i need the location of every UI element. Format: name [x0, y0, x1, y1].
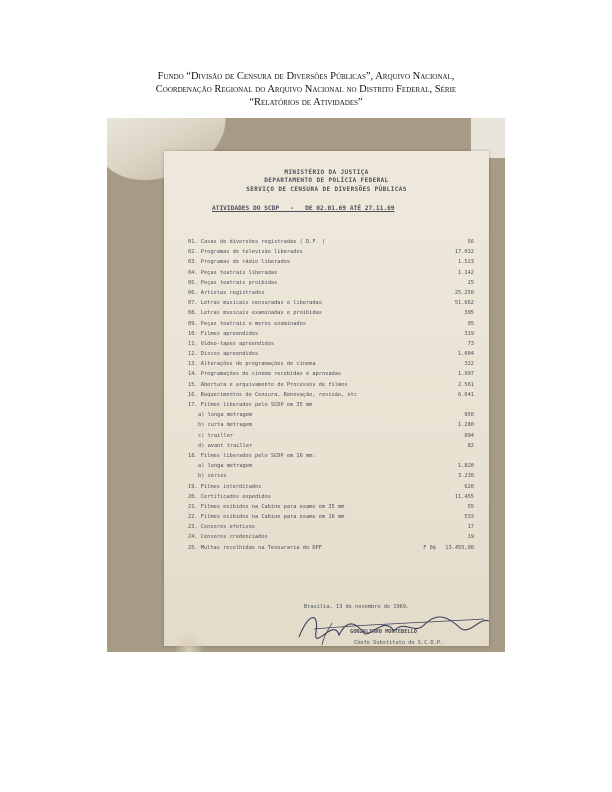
item-value: 319 [464, 330, 474, 337]
item-currency: F 0$ [423, 544, 436, 551]
item-label: 19. Filmes interditados [188, 483, 262, 490]
list-item [188, 494, 474, 504]
item-label: 14. Programações de cinema recebidas e aprovadas [188, 371, 342, 378]
list-item [188, 545, 474, 555]
item-value: 1.997 [458, 371, 474, 378]
signer-name: GONZALINHO MONTEBELLO [350, 629, 417, 635]
subitem-label: b) séries [198, 473, 227, 480]
caption-line-1: Fundo “Divisão de Censura de Diversões Públicas”, Arquivo Nacional, [157, 71, 455, 82]
subitem-value: 82 [467, 442, 474, 449]
list-item [188, 290, 474, 300]
subitem-value: 1.820 [458, 463, 474, 470]
list-item [188, 514, 474, 524]
list-item [188, 259, 474, 269]
item-value: 13.455,00 [445, 544, 474, 551]
item-value: 17 [467, 524, 474, 531]
list-item [188, 402, 474, 412]
service-header: SERVIÇO DE CENSURA DE DIVERSÕES PÚBLICAS [246, 186, 407, 193]
item-value: 1.004 [458, 351, 474, 358]
item-label: 21. Filmes exibidos na Cabine para exame em 35 mm [188, 503, 345, 510]
list-item [188, 321, 474, 331]
list-item [188, 280, 474, 290]
list-item [188, 249, 474, 259]
signer-role: Chefe Substituto do S.C.D.P. [354, 640, 444, 646]
list-item [188, 300, 474, 310]
item-label: 03. Programas de rádio liberados [188, 259, 291, 266]
item-value: 17.032 [454, 249, 474, 256]
caption-line-3: “Relatórios de Atividades” [249, 97, 363, 108]
item-label: 20. Certificados expedidos [188, 493, 271, 500]
list-item [188, 453, 474, 463]
item-label: 25. Multas recolhidas na Tesouraria do DPF [188, 544, 322, 551]
subitem-label: d) avant trailler [198, 442, 253, 449]
list-item [188, 504, 474, 514]
item-label: 09. Peças teatrais e meros examinados [188, 320, 306, 327]
report-period: ATIVIDADES DO SCDP - DE 02.01.69 ATÉ 27.11.69 [212, 205, 395, 212]
item-label: 07. Letras musicais censuradas e liberadas [188, 300, 322, 307]
item-label: 24. Censores credenciados [188, 534, 268, 541]
list-subitem [188, 443, 474, 453]
item-label: 06. Artistas registrados [188, 289, 265, 296]
list-item [188, 239, 474, 249]
place-and-date: Brasília, 13 de novembro de 1969. [304, 604, 410, 610]
caption-line-2: Coordenação Regional do Arquivo Nacional no Distrito Federal, Série [155, 84, 457, 95]
list-subitem [188, 412, 474, 422]
subitem-label: c) trailler [198, 432, 234, 439]
item-value: 1.142 [458, 269, 474, 276]
list-item [188, 524, 474, 534]
item-label: 15. Abertura e arquivamento de Processos de filmes [188, 381, 348, 388]
item-label: 16. Requerimentos de Censura, Renovação, revisão, etc [188, 391, 358, 398]
item-value: 322 [464, 361, 474, 368]
item-label: 05. Peças teatrais proibidas [188, 279, 278, 286]
item-value: 11.455 [454, 493, 474, 500]
list-item [188, 382, 474, 392]
item-value: 19 [467, 534, 474, 541]
list-item [188, 331, 474, 341]
item-label: 13. Alterações de programações de cinema [188, 361, 316, 368]
item-value: 25 [467, 279, 474, 286]
activity-list [188, 239, 474, 555]
typed-report-sheet [164, 151, 489, 646]
subitem-value: 3.230 [458, 473, 474, 480]
item-value: 51.662 [454, 300, 474, 307]
list-item [188, 361, 474, 371]
list-item [188, 534, 474, 544]
list-item [188, 392, 474, 402]
item-label: 18. Filmes liberados pelo SCDP em 16 mm: [188, 452, 316, 459]
item-label: 12. Discos apreendidos [188, 351, 259, 358]
item-value: 395 [464, 310, 474, 317]
item-label: 11. Vídeo-tapes apreendidos [188, 340, 275, 347]
list-subitem [188, 422, 474, 432]
list-item [188, 351, 474, 361]
list-item [188, 484, 474, 494]
item-value: 55 [467, 503, 474, 510]
item-value: 620 [464, 483, 474, 490]
ministry-header: MINISTÉRIO DA JUSTIÇA [284, 169, 369, 176]
item-value: 2.561 [458, 381, 474, 388]
item-label: 22. Filmes exibidos na Cabine para exame em 16 mm [188, 514, 345, 521]
subitem-value: 894 [464, 432, 474, 439]
subitem-label: b) curta metragem [198, 422, 253, 429]
list-subitem [188, 463, 474, 473]
subitem-label: a) longa metragem [198, 412, 253, 419]
list-item [188, 310, 474, 320]
item-value: 56 [467, 239, 474, 245]
item-value: 25.250 [454, 289, 474, 296]
item-value: 95 [467, 320, 474, 327]
document-photo [107, 118, 505, 652]
list-subitem [188, 433, 474, 443]
item-value: 1.523 [458, 259, 474, 266]
item-label: 02. Programas de televisão liberados [188, 249, 303, 256]
item-label: 23. Censores efetivos [188, 524, 255, 531]
list-item [188, 341, 474, 351]
item-value: 6.641 [458, 391, 474, 398]
item-label: 04. Peças teatrais liberadas [188, 269, 278, 276]
item-value: 73 [467, 340, 474, 347]
list-item [188, 371, 474, 381]
item-label: 17. Filmes liberados pelo SCDP em 35 mm [188, 402, 313, 408]
list-subitem [188, 473, 474, 483]
item-label: 10. Filmes apreendidos [188, 330, 259, 337]
paper-stain [174, 631, 204, 652]
subitem-value: 950 [464, 412, 474, 419]
item-value: 533 [464, 514, 474, 521]
item-label: 08. Letras musicais examinadas e proibidas [188, 310, 322, 317]
archive-caption [0, 70, 612, 109]
subitem-label: a) longa metragem [198, 463, 253, 470]
department-header: DEPARTAMENTO DE POLÍCIA FEDERAL [264, 177, 389, 184]
subitem-value: 1.280 [458, 422, 474, 429]
item-label: 01. Casas de diversões registradas ( D.F. ) [188, 239, 326, 245]
list-item [188, 270, 474, 280]
